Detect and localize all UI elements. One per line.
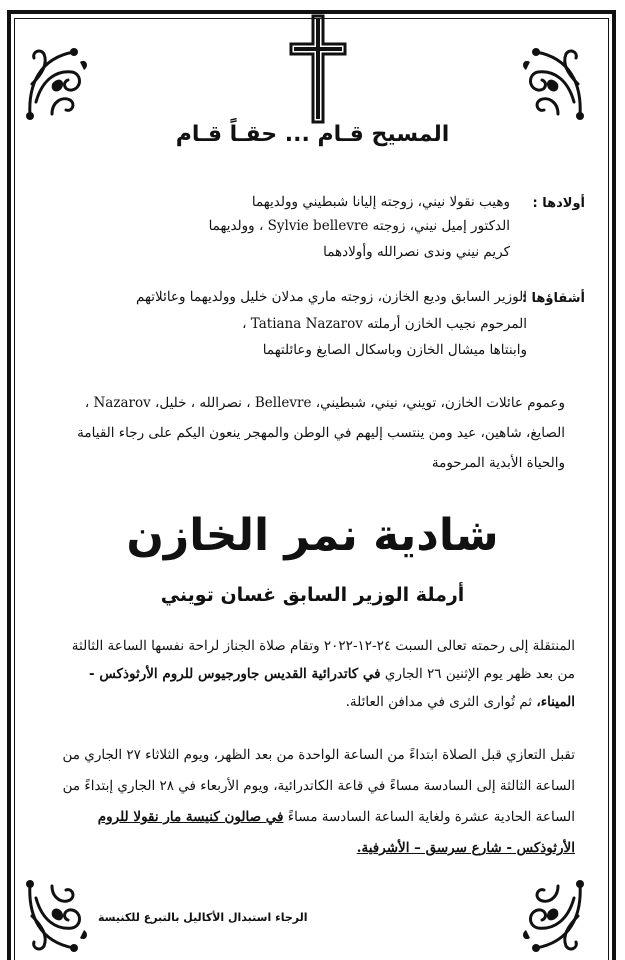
motto-heading: المسيح قـام ... حقـاً قـام: [175, 122, 450, 147]
siblings-line: المرحوم نجيب الخازن أرملته Tatiana Nazarov ،: [242, 316, 527, 332]
deceased-name: شادية نمر الخازن: [126, 510, 499, 561]
children-line: الدكتور إميل نيني، زوجته Sylvie bellevre ، وولديهما: [208, 218, 510, 234]
burial-text: ثم تُوارى الثرى في مدافن العائلة.: [345, 694, 537, 710]
corner-ornament-icon: [22, 876, 92, 956]
funeral-paragraph: [57, 632, 575, 716]
children-label: أولادها :: [532, 196, 585, 211]
children-line: كريم نيني وندى نصرالله وأولادهما: [323, 244, 510, 260]
families-paragraph: وعموم عائلات الخازن، تويني، نيني، شبطيني، Bellevre ، نصرالله ، خليل، Nazarov ، الصايغ، شاهين، عيد ومن ينتسب إليهم في الوطن والمهجر ينعون اليكم على رجاء القيامة والحياة الأبدية المرحومة: [77, 395, 565, 471]
funeral-text: المنتقلة إلى رحمته تعالى السبت ٢٤-١٢-٢٠٢٢ وتقام صلاة الجناز لراحة نفسها الساعة الثالثة من بعد ظهر يوم الإثنين ٢٦ الجاري: [71, 638, 575, 682]
corner-ornament-icon: [518, 876, 588, 956]
condolences-text: تقبل التعازي قبل الصلاة ابتداءً من الساعة الواحدة من بعد الظهر، ويوم الثلاثاء ٢٧ الجاري من الساعة الثالثة إلى السادسة مساءً في قاعة الكاتدرائية، ويوم الأربعاء في ٢٨ الجاري إبتداءً من الساعة الحادية عشرة ولغاية الساعة السادسة مساءً: [62, 747, 575, 825]
corner-ornament-icon: [518, 44, 588, 124]
children-line: وهيب نقولا نيني، زوجته إليانا شبطيني وولديهما: [251, 194, 510, 210]
cross-icon: [289, 14, 347, 124]
siblings-line: الوزير السابق وديع الخازن، زوجته ماري مدلان خليل وولديهما وعائلاتهم: [136, 289, 527, 305]
footer-note: الرجاء استبدال الأكاليل بالتبرع للكنيسة: [98, 911, 308, 924]
corner-ornament-icon: [22, 44, 92, 124]
deceased-title: أرملة الوزير السابق غسان تويني: [160, 584, 465, 606]
siblings-label: أشقاؤها :: [521, 291, 585, 306]
church-location: في كاتدرائية القديس جاورجيوس للروم الأرثوذكس - الميناء،: [89, 666, 575, 710]
condolences-location: في صالون كنيسة مار نقولا للروم الأرثوذكس - شارع سرسق – الأشرفية.: [97, 809, 575, 856]
condolences-paragraph: [57, 740, 575, 864]
siblings-line: وابنتاها ميشال الخازن وباسكال الصايغ وعائلتهما: [262, 342, 527, 358]
